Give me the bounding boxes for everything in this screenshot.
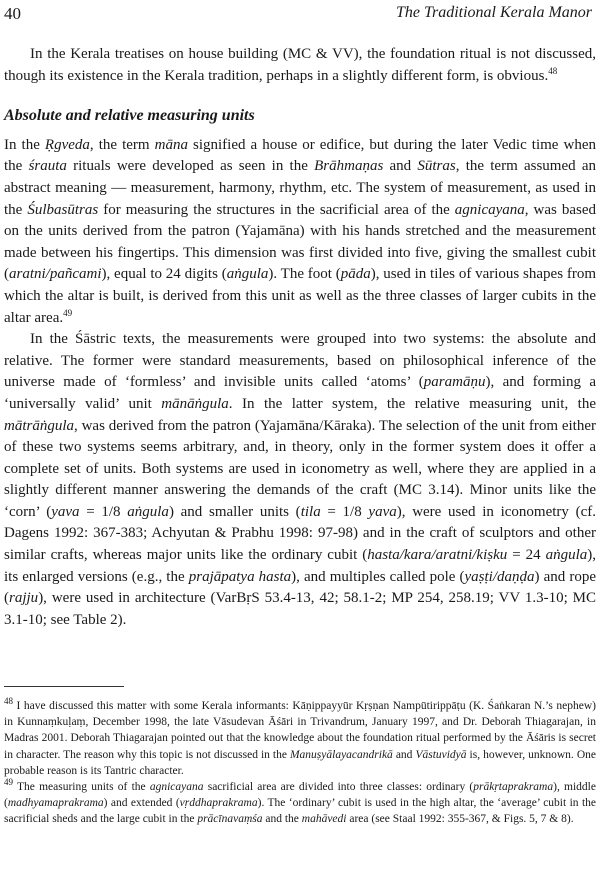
term-pracinavamsa: prācīnavaṃśa — [197, 813, 263, 826]
term-sulbasutras: Śulbasūtras — [27, 201, 99, 218]
term-manangula: mānāṅgula — [161, 395, 229, 412]
term-manusyalayacandrika: Manuṣyālayacandrikā — [289, 748, 393, 761]
term-angula: aṅgula — [226, 266, 269, 283]
term-madhyamaprakrama: madhyamaprakrama — [7, 797, 104, 810]
page-header — [0, 0, 600, 28]
text-run: = 24 — [507, 547, 546, 564]
text-run: ), and multiples called pole ( — [291, 568, 465, 585]
text-run: ), used in tiles of various shapes from which the altar is built, is derived from this unit as well as the three classes of larger cubits in the altar area. — [4, 266, 597, 326]
term-agnicayana: agnicayana — [454, 201, 525, 218]
text-run: sacrificial area are divided into three classes: ordinary ( — [203, 781, 474, 794]
term-yasti: yaṣṭi/daṇḍa — [464, 568, 535, 585]
term-sutras: Sūtras — [417, 158, 456, 175]
text-run: signified a house or edifice, but during the later Vedic time when the — [4, 136, 596, 175]
footnote-48 — [4, 698, 596, 779]
paragraph-rgveda — [4, 135, 596, 329]
term-angula: aṅgula — [127, 503, 169, 520]
text-run: The measuring units of the — [13, 781, 150, 794]
text-run: ), equal to 24 digits ( — [101, 266, 227, 283]
text-run: = 1/8 — [320, 503, 369, 520]
text-run: ), were used in architecture (VarBṛS 53.4-13, 42; 58.1-2; MP 254, 258.19; VV 1.3-10; MC 3.1-10; see Table 2). — [4, 590, 596, 628]
text-run: ), middle ( — [4, 781, 596, 810]
text-run: = 1/8 — [79, 503, 128, 520]
footnote-ref-48[interactable]: 48 — [548, 65, 558, 76]
text-run: . In the latter system, the relative measuring unit, the — [228, 395, 596, 412]
text-run: , was derived from the patron (Yajamāna/Kāraka). The selection of the unit from either of these two systems seems arbitrary, and, in theory, only in the former system does it offer a complete set of units. Both systems are used in iconometry as well, where they are applied in a slightly different manner answering the demands of the craft (MC 3.14). Minor units like the ‘corn’ ( — [4, 417, 596, 520]
text-run: , the term assumed an abstract meaning — measurement, harmony, rhythm, etc. The system of measurement, as used in the — [4, 158, 597, 218]
text-run: and — [383, 158, 418, 175]
footnotes — [4, 698, 596, 828]
term-yava: yava — [368, 503, 397, 520]
text-run: for measuring the structures in the sacrificial area of the — [98, 201, 455, 218]
main-text — [4, 44, 596, 631]
term-yava: yava — [51, 503, 80, 520]
intro-paragraph — [4, 44, 596, 87]
footnote-number: 48 — [4, 696, 13, 707]
term-angula: aṅgula — [545, 547, 588, 564]
text-run: ) and extended ( — [103, 797, 180, 810]
text-run: and — [392, 748, 416, 761]
term-mahavedi: mahāvedi — [301, 813, 347, 826]
text-run: ), its enlarged versions (e.g., the — [4, 547, 596, 585]
term-paramanu: paramāṇu — [423, 374, 486, 391]
term-vrddhaprakrama: vṛddhaprakrama — [179, 797, 258, 810]
text-run: ). The foot ( — [268, 266, 341, 283]
term-matrangula: mātrāṅgula — [4, 417, 75, 434]
term-mana: māna — [154, 136, 188, 153]
text-run: ), and forming a ‘universally valid’ unit — [4, 374, 596, 412]
term-agnicayana: agnicayana — [149, 781, 204, 794]
term-brahmanas: Brāhmaṇas — [314, 158, 384, 175]
term-aratni: aratni/pañcami — [9, 266, 102, 283]
term-prajapatya: prajāpatya hasta — [188, 568, 292, 585]
text-run: rituals were developed as seen in the — [66, 158, 315, 175]
footnote-number: 49 — [4, 777, 13, 788]
term-hasta: hasta/kara/aratni/kiṣku — [367, 547, 508, 564]
section-heading: Absolute and relative measuring units — [4, 107, 255, 125]
page-number: 40 — [4, 4, 21, 23]
text-run: , the term — [89, 136, 155, 153]
text-run: ) and smaller units ( — [168, 503, 301, 520]
text-run: ), were used in iconometry (cf. Dagens 1992: 367-383; Achyutan & Prabhu 1998: 97-98) and in the craft of sculptors and other similar crafts, whereas major units like the ordinary cubit ( — [4, 503, 596, 564]
text-run: and the — [262, 813, 302, 826]
text-run: In the Śāstric texts, the measurements were grouped into two systems: the absolute and relative. The former were standard measurements, based on philosophical inference of the universe made of ‘formless’ and invisible units called ‘atoms’ ( — [4, 331, 596, 391]
text-run: In the — [4, 136, 45, 153]
term-pada: pāda — [340, 266, 371, 283]
term-vastuvidya: Vāstuvidyā — [415, 748, 467, 761]
term-tila: tila — [300, 503, 321, 520]
text-run: area (see Staal 1992: 355-367, & Figs. 5, 7 & 8). — [346, 813, 574, 826]
footnote-divider — [4, 686, 124, 687]
text-run: ). The ‘ordinary’ cubit is used in the high altar, the ‘average’ cubit in the sacrificial sheds and the large cubit in the — [4, 797, 596, 826]
paragraph-sastric — [4, 329, 596, 631]
text-run: , was based on the units derived from the patron (Yajamāna) with his hands stretched and the measurement made between his fingertips. This dimension was first divided into five, giving the smallest cubit ( — [4, 201, 597, 283]
text-run: I have discussed this matter with some Kerala informants: Kāṇippayyūr Kṛṣṇan Nampūtirippāṭu (K. Śaṅkaran N.’s nephew) in Kunnaṃkuḷaṃ, December 1998, the late Vāsudevan Āśāri in Trivandrum, January 1997, and Dr. Deborah Thiagarajan, in Madras 2001. Deborah Thiagarajan pointed out that the knowledge about the foundation ritual performed by the Āśāris is secret in character. The reason why this topic is not discussed in the — [4, 700, 596, 761]
term-rgveda: Ṛgveda — [44, 136, 90, 153]
footnote-ref-49[interactable]: 49 — [63, 307, 73, 318]
text-run: ) and rope ( — [4, 568, 596, 607]
footnote-49 — [4, 779, 596, 828]
text-run: is, however, unknown. One probable reason is its Tantric character. — [4, 748, 596, 777]
term-rajju: rajju — [9, 590, 39, 607]
running-title: The Traditional Kerala Manor — [395, 4, 592, 21]
term-prakrtaprakrama: prākṛtaprakrama — [473, 781, 554, 794]
term-srauta: śrauta — [28, 158, 67, 175]
intro-text: In the Kerala treatises on house building (MC & VV), the foundation ritual is not discussed, though its existence in the Kerala tradition, perhaps in a slightly different form, is obvious. — [4, 46, 596, 84]
